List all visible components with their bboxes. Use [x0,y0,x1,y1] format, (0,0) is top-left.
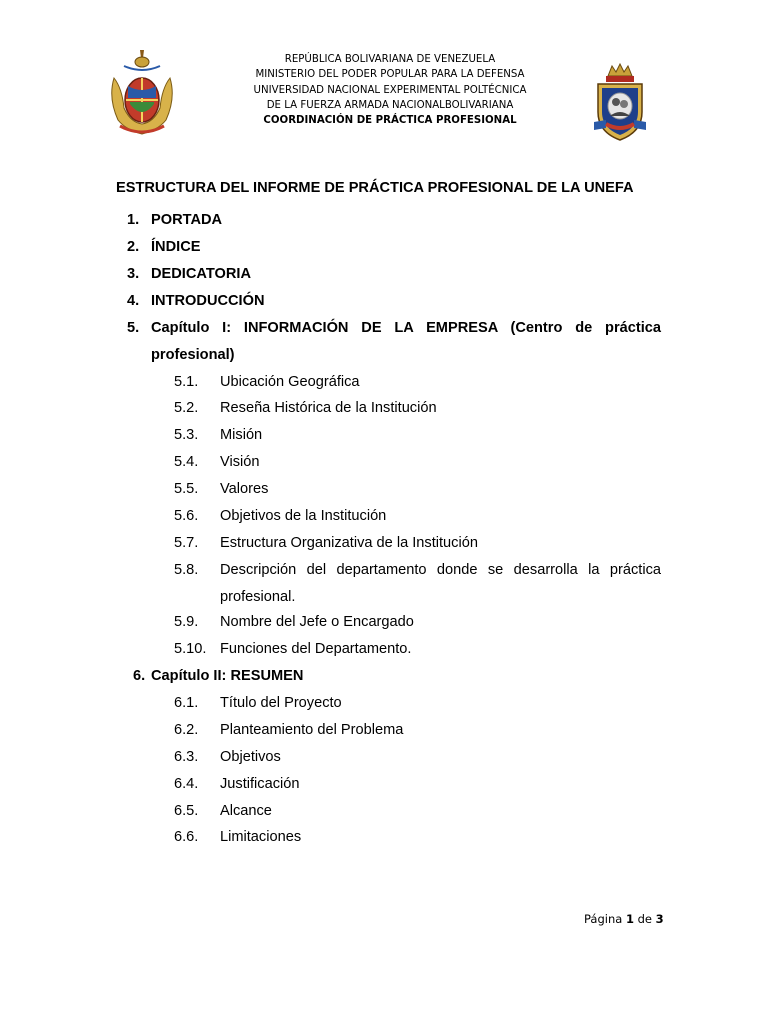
header-university: UNIVERSIDAD NACIONAL EXPERIMENTAL POLTÉCNICA [253,84,527,96]
coat-of-arms-icon [104,48,180,138]
list-number: 4. [127,293,140,309]
item-label: Título del Proyecto [220,695,342,711]
header-coordination: COORDINACIÓN DE PRÁCTICA PROFESIONAL [263,115,517,127]
list-item [174,422,263,449]
list-item [127,288,265,315]
chapter-2-number: 6. [133,668,146,684]
item-label: Planteamiento del Problema [220,722,404,738]
list-item [174,369,360,396]
item-label: Misión [220,427,263,443]
item-label: Descripción del departamento donde se desarrolla la práctica [220,562,661,578]
list-item [174,609,414,636]
item-label: Ubicación Geográfica [220,374,360,390]
list-number: 6.1. [174,695,199,711]
list-number: 5.4. [174,454,199,470]
page-number [584,912,664,926]
list-number: 6.3. [174,749,199,765]
item-label: Funciones del Departamento. [220,641,412,657]
document-title: ESTRUCTURA DEL INFORME DE PRÁCTICA PROFESIONAL DE LA UNEFA [116,180,634,196]
chapter-1-title-cont: profesional) [151,347,235,363]
list-item [133,663,304,690]
item-label: Visión [220,454,260,470]
list-number: 5.5. [174,481,199,497]
current-page: 1 [625,912,634,926]
list-item [174,824,302,851]
header-armed-forces: DE LA FUERZA ARMADA NACIONALBOLIVARIANA [266,99,514,111]
list-item [174,690,342,717]
list-item [174,530,478,557]
item-label: Limitaciones [220,829,302,845]
chapter-1-number: 5. [127,320,140,336]
list-number: 2. [127,239,140,255]
header-republic: REPÚBLICA BOLIVARIANA DE VENEZUELA [284,54,496,65]
list-number: 6.5. [174,803,199,819]
section-label: DEDICATORIA [151,266,251,282]
header-ministry: MINISTERIO DEL PODER POPULAR PARA LA DEFENSA [255,69,525,81]
list-number: 5.3. [174,427,199,443]
item-label: Valores [220,481,269,497]
page-label: Página [584,912,623,926]
item-label: Justificación [220,776,300,792]
item-label-cont: profesional. [220,589,296,605]
section-label: INTRODUCCIÓN [151,293,265,309]
item-label: Estructura Organizativa de la Institución [220,535,478,551]
section-label: PORTADA [151,212,223,228]
chapter-2-title: Capítulo II: RESUMEN [151,668,304,684]
list-item-number: 5.8. [174,562,199,578]
list-item [174,798,272,825]
list-number: 5.7. [174,535,199,551]
item-label: Objetivos [220,749,281,765]
institution-header [180,52,600,128]
total-pages: 3 [655,912,664,926]
list-item [174,771,300,798]
list-number: 6.2. [174,722,199,738]
list-item [174,636,412,663]
university-shield-icon [592,62,648,144]
list-number: 3. [127,266,140,282]
list-item [174,395,437,422]
list-item [174,744,281,771]
list-number: 5.9. [174,614,199,630]
list-number: 6.6. [174,829,199,845]
list-number: 1. [127,212,140,228]
list-item [127,234,201,261]
list-item [127,261,251,288]
item-label: Nombre del Jefe o Encargado [220,614,414,630]
list-item [127,207,223,234]
chapter-1-title: Capítulo I: INFORMACIÓN DE LA EMPRESA (Centro de práctica [151,320,661,336]
list-number: 6.4. [174,776,199,792]
page-of: de [637,912,652,926]
list-item [174,476,269,503]
list-number: 5.10. [174,641,207,657]
item-label: Reseña Histórica de la Institución [220,400,437,416]
list-item [174,503,387,530]
list-item [174,449,260,476]
section-label: ÍNDICE [151,239,201,255]
list-number: 5.2. [174,400,199,416]
list-number: 5.1. [174,374,199,390]
item-label: Objetivos de la Institución [220,508,387,524]
item-label: Alcance [220,803,272,819]
list-item [174,717,404,744]
list-number: 5.6. [174,508,199,524]
